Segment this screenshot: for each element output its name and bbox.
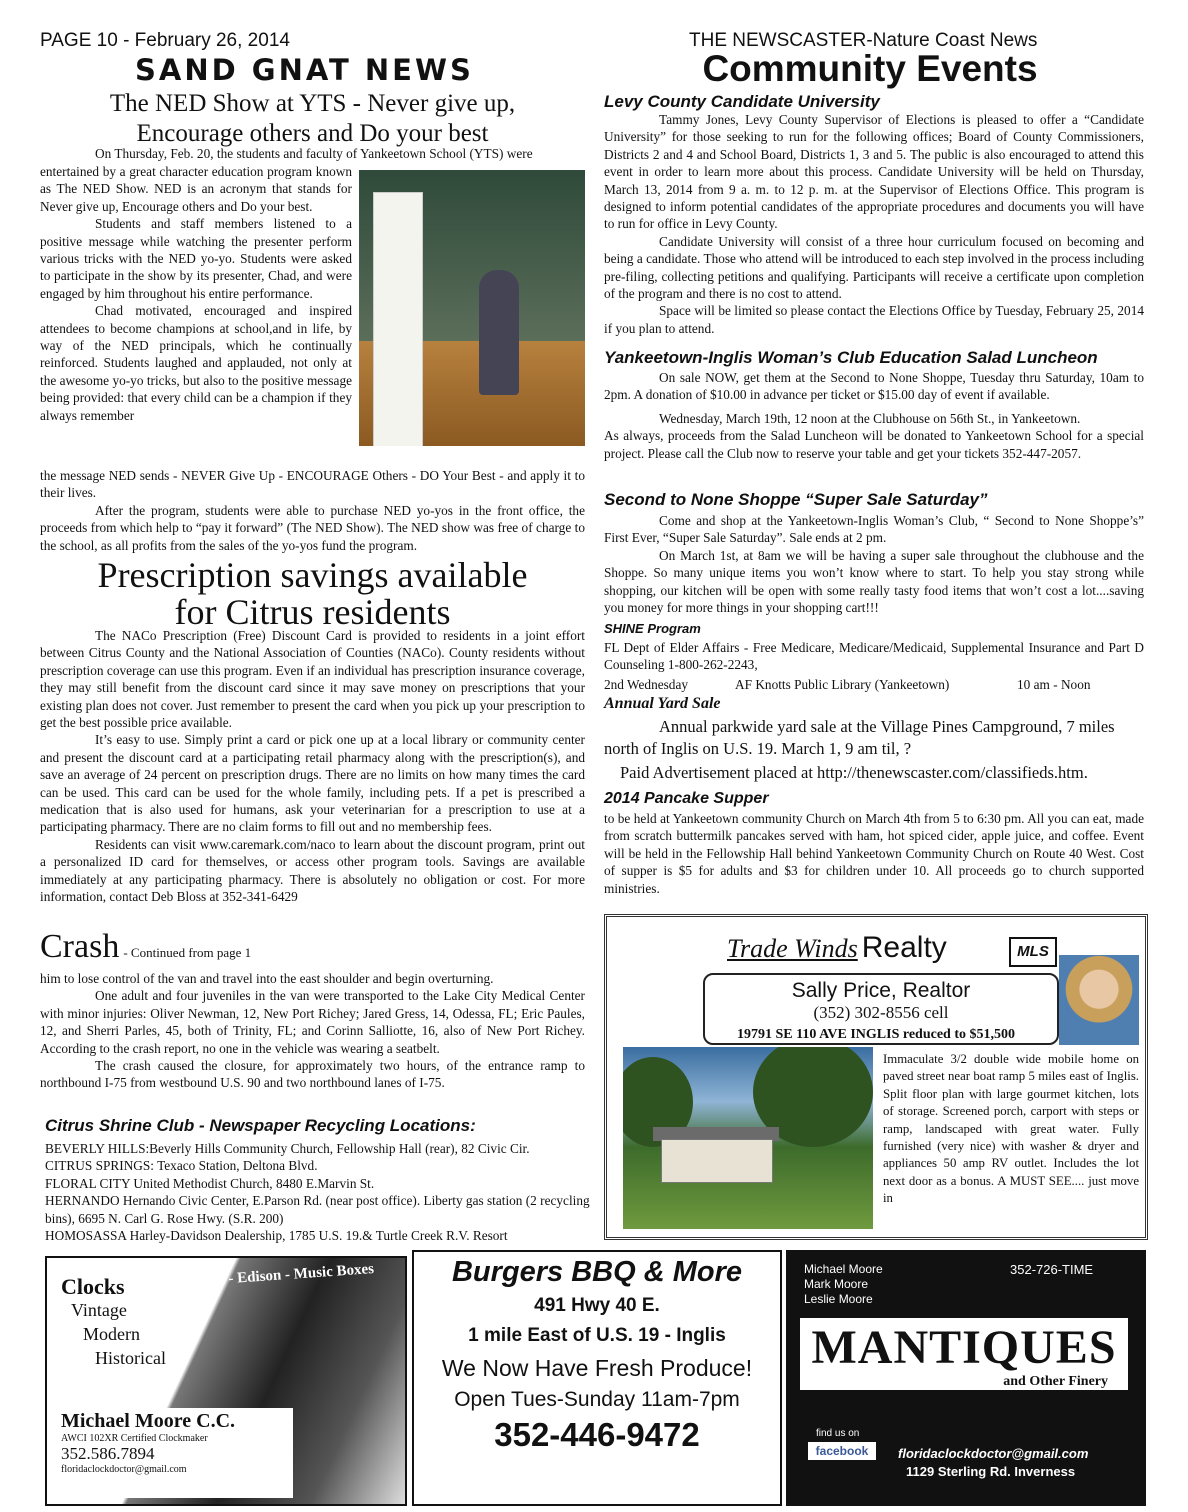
shrine-title: Citrus Shrine Club - Newspaper Recycling Locations: xyxy=(45,1116,476,1135)
yardsale-title: Annual Yard Sale xyxy=(604,695,721,712)
listing-desc-box xyxy=(883,1051,1139,1208)
bbq-line-2: 1 mile East of U.S. 19 - Inglis xyxy=(468,1325,726,1346)
crash-para-1: him to lose control of the van and travel into the east shoulder and begin overturning. xyxy=(40,971,494,986)
owner-2: Mark Moore xyxy=(804,1277,869,1291)
ned-para-1-top: On Thursday, Feb. 20, the students and faculty of Yankeetown School (YTS) were xyxy=(95,146,533,161)
clocks-name: Michael Moore C.C. xyxy=(61,1410,236,1432)
ned-title-1: The NED Show at YTS - Never give up, xyxy=(109,90,516,117)
luncheon-body xyxy=(604,369,1144,462)
community-events-title: Community Events xyxy=(702,48,1038,89)
rx-title-1: Prescription savings available xyxy=(97,555,528,595)
realty-word: Realty xyxy=(861,931,947,964)
crash-para-2: One adult and four juveniles in the van were transported to the Lake City Medical Center with minor injuries: Oliver Newman, 12, New Port Richey; Jared Gress, 14, Odessa, FL; Eric Paules, 12, and Sherri Parles, 45, both of Trinity, FL; and Corinn Salliotte, 16, also of New Port Richey. According to the crash report, no one in the vehicle was wearing a seatbelt. xyxy=(40,988,585,1056)
crash-body xyxy=(40,970,585,1092)
bbq-title: Burgers BBQ & More xyxy=(451,1256,743,1288)
antiques-brand: MANTIQUES xyxy=(811,1321,1117,1374)
owner-1: Michael Moore xyxy=(804,1262,883,1276)
crash-heading xyxy=(40,928,251,966)
ned-para-2: Students and staff members listened to a positive message while watching the presenter perform various tricks with the NED yo-yo. Students were asked to participate in the show by its presenter, Chad, and were engaged by him throughout his entire performance. xyxy=(40,216,352,301)
supersale-body xyxy=(604,512,1144,616)
antiques-email: floridaclockdoctor@gmail.com xyxy=(898,1446,1089,1461)
yardsale-para-1: Annual parkwide yard sale at the Village Pines Campground, 7 miles north of Inglis on U.S. 19. March 1, 9 am til, ? xyxy=(604,717,1115,758)
rx-title-2: for Citrus residents xyxy=(174,592,451,632)
levy-para-2: Candidate University will consist of a three hour curriculum focused on becoming and being a candidate. Those who attend will be introduced to each step involved in the process including pre-filing, collecting petitions and qualifying. Participants will receive a certificate upon completion of the program and there is no cost to attend. xyxy=(604,233,1144,302)
crash-para-3: The crash caused the closure, for approximately two hours, of the entrance ramp to northbound I-75 from westbound U.S. 90 and two northbound lanes of I-75. xyxy=(40,1058,585,1091)
yardsale-para-2: Paid Advertisement placed at http://thenewscaster.com/classifieds.htm. xyxy=(620,763,1088,782)
shrine-line: HOMOSASSA Harley-Davidson Dealership, 1785 U.S. 19.& Turtle Creek R.V. Resort xyxy=(45,1228,508,1244)
shine-title: SHINE Program xyxy=(604,621,701,636)
page-label: PAGE 10 - February 26, 2014 xyxy=(40,30,290,51)
levy-para-3: Space will be limited so please contact the Elections Office by Tuesday, February 25, 2014 if you plan to attend. xyxy=(604,303,1144,336)
rx-para-3: Residents can visit www.caremark.com/naco to learn about the discount program, print out a personalized ID card for themselves, or access other program tools. Savings are available immediately at any participating pharmacy. There is absolutely no obligation or cost. For more information, contact Deb Bloss at 352-341-6429 xyxy=(40,836,585,905)
supersale-title: Second to None Shoppe “Super Sale Saturday” xyxy=(604,490,988,509)
ned-para-3: Chad motivated, encouraged and inspired attendees to become champions at school,and in life, by way of the NED principals, which he continually reinforced. Students laughed and applauded, not only at the awesome yo-yo tricks, but also to the positive message being provided: that every child can be a champion if they always remember xyxy=(40,303,352,423)
shrine-line: CITRUS SPRINGS: Texaco Station, Deltona Blvd. xyxy=(45,1158,318,1174)
supersale-para-1: Come and shop at the Yankeetown-Inglis Woman’s Club, “ Second to None Shoppe’s” First Ever, “Super Sale Saturday”. Sale ends at 2 pm. xyxy=(604,513,1144,546)
shrine-line: HERNANDO Hernando Civic Center, E.Parson Rd. (near post office). Liberty gas station (2 recycling bins), 6695 N. Carl G. Rose Hwy. (S.R. 200) xyxy=(45,1193,590,1226)
supersale-para-2: On March 1st, at 8am we will be having a super sale throughout the clubhouse and the Shoppe. So many unique items you won’t know where to start. To help you stay strong while shopping, our kitchen will be open with some really tasty food items that won’t cost a lot....saving you money for more things in your shopping cart!!! xyxy=(604,547,1144,616)
rx-body xyxy=(40,627,585,906)
realty-logo xyxy=(727,931,1017,967)
bbq-phone: 352-446-9472 xyxy=(494,1416,700,1453)
ned-para-4: After the program, students were able to purchase NED yo-yos in the front office, the proceeds from which help to “pay it forward” (The NED Show). The NED show was free of charge to the school, as all profits from the sales of the yo-yos fund the program. xyxy=(40,502,585,553)
clocks-ad xyxy=(45,1256,407,1506)
shine-time: 10 am - Noon xyxy=(1017,677,1091,692)
levy-para-1: Tammy Jones, Levy County Supervisor of Elections is pleased to offer a “Candidate University” for those seeking to run for the following offices; Board of County Commissioners, Districts 2 and 4 and School Board, Districts 1, 3 and 5. The public is also encouraged to attend this event in order to learn more about this process. Candidate University will be held on Thursday, March 13, 2014 from 9 a. m. to 12 p. m. at the Supervisor of Elections Office. This program is designed to inform potential candidates of the appropriate procedures and documents you will have to run for office in Levy County. xyxy=(604,112,1144,232)
rx-para-1: The NACo Prescription (Free) Discount Card is provided to residents in a joint effort between Citrus County and the National Association of Counties (NACo). County residents without prescription coverage can use this program. Even if an individual has prescription insurance coverage, they may still benefit from the discount card since it may save money on prescriptions that your existing plan does not cover. Just remember to present the card when you pick up your prescription to get the best possible price available. xyxy=(40,628,585,731)
bbq-ad xyxy=(412,1250,782,1506)
clocks-banner: Victrola - Edison - Music Boxes xyxy=(172,1261,375,1292)
shine-day: 2nd Wednesday xyxy=(604,677,688,692)
agent-phone: (352) 302-8556 cell xyxy=(813,1003,949,1022)
house-photo xyxy=(623,1047,873,1229)
mls-badge: MLS xyxy=(1009,937,1057,967)
ned-para-3-cont: the message NED sends - NEVER Give Up - ENCOURAGE Others - DO Your Best - and apply it to their lives. xyxy=(40,468,585,501)
luncheon-title: Yankeetown-Inglis Woman’s Club Education Salad Luncheon xyxy=(604,348,1098,367)
rx-para-2: It’s easy to use. Simply print a card or pick one up at a local library or community center and present the discount card at a participating retail pharmacy along with the prescription(s), and save an average of 24 percent on prescription drugs. There are no limits on how many times the card can be used. This card can be used for the whole family, including pets. If a pet is prescribed a medication that is also used for humans, ask your veterinarian for a prescription to use at a participating pharmacy. There are no claim forms to fill out and no membership fees. xyxy=(40,732,585,835)
clocks-line-4: Historical xyxy=(95,1348,166,1368)
ned-show-photo xyxy=(359,170,585,446)
luncheon-para-1: On sale NOW, get them at the Second to None Shoppe, Tuesday thru Saturday, 10am to 2pm. A donation of $10.00 in advance per ticket or $15.00 day of event if available. xyxy=(604,370,1144,403)
luncheon-para-2: Wednesday, March 19th, 12 noon at the Clubhouse on 56th St., in Yankeetown. xyxy=(659,410,1081,426)
shrine-line: BEVERLY HILLS:Beverly Hills Community Church, Fellowship Hall (rear), 82 Civic Cir. xyxy=(45,1141,530,1156)
levy-title: Levy County Candidate University xyxy=(604,92,880,111)
pancake-para-1: to be held at Yankeetown community Church on March 4th from 5 to 6:30 pm. All you can eat, made from scratch buttermilk pancakes served with ham, hot spiced cider, apple juice, and coffee. Event will be held in the Fellowship Hall behind Yankeetown Community Church on Route 40 West. Cost of supper is $5 for adults and $3 for children under 10. All proceeds go to church supported ministries. xyxy=(604,811,1144,896)
levy-body xyxy=(604,111,1144,337)
owner-3: Leslie Moore xyxy=(804,1292,873,1306)
shine-body xyxy=(604,639,1144,674)
shine-para-1: FL Dept of Elder Affairs - Free Medicare, Medicare/Medicaid, Supplemental Insurance and Part D Counseling 1-800-262-2243, xyxy=(604,640,1144,673)
antiques-sub: and Other Finery xyxy=(1003,1374,1108,1389)
ned-title-2: Encourage others and Do your best xyxy=(136,120,489,147)
paper-label: THE NEWSCASTER-Nature Coast News xyxy=(689,30,1038,51)
listing-headline: 19791 SE 110 AVE INGLIS reduced to $51,500 xyxy=(737,1027,1015,1042)
clocks-contact-box xyxy=(53,1408,293,1498)
clocks-email: floridaclockdoctor@gmail.com xyxy=(61,1464,187,1475)
bbq-line-4: Open Tues-Sunday 11am-7pm xyxy=(454,1388,740,1411)
shrine-line: FLORAL CITY United Methodist Church, 8480 E.Marvin St. xyxy=(45,1175,375,1191)
find-us-on: find us on xyxy=(816,1428,860,1439)
clocks-line-3: Modern xyxy=(83,1324,140,1344)
antiques-owners xyxy=(804,1262,883,1307)
listing-desc: Immaculate 3/2 double wide mobile home on paved street near boat ramp 5 miles east of Inglis. Split floor plan with large gourmet kitchen, lots of storage. Screened porch, carport with steps or ramp, landscaped with great water. Fully furnished (very nice) with washer & dryer and appliances 50 amp RV outlet. Includes the lot next door as a bonus. A MUST SEE.... just move in xyxy=(883,1052,1139,1206)
antiques-logo xyxy=(800,1318,1128,1390)
yardsale-body xyxy=(604,716,1144,784)
agent-name: Sally Price, Realtor xyxy=(791,979,971,1002)
ned-column-wide xyxy=(40,467,585,554)
ned-column-narrow xyxy=(40,163,352,424)
crash-continued: - Continued from page 1 xyxy=(123,945,252,960)
realty-ad xyxy=(604,914,1148,1240)
pancake-body xyxy=(604,810,1144,897)
bbq-line-1: 491 Hwy 40 E. xyxy=(534,1295,660,1316)
luncheon-para-3: As always, proceeds from the Salad Luncheon will be donated to Yankeetown School for a special project. Please call the Club now to reserve your table and get your tickets 352-447-2057. xyxy=(604,428,1144,461)
antiques-address: 1129 Sterling Rd. Inverness xyxy=(906,1464,1076,1479)
shine-place: AF Knotts Public Library (Yankeetown) xyxy=(735,677,950,692)
clocks-line-1: Clocks xyxy=(61,1274,125,1299)
shrine-list xyxy=(45,1140,590,1244)
pancake-title: 2014 Pancake Supper xyxy=(604,790,769,807)
realty-brand: Trade Winds xyxy=(727,934,858,963)
sand-gnat-banner: SAND GNAT NEWS xyxy=(135,53,474,87)
clocks-cert: AWCI 102XR Certified Clockmaker xyxy=(61,1433,208,1444)
bbq-line-3: We Now Have Fresh Produce! xyxy=(441,1355,753,1381)
facebook-logo[interactable]: facebook xyxy=(808,1442,876,1460)
ned-para-1: entertained by a great character education program known as The NED Show. NED is an acronym that stands for Never give up, Encourage others and Do your best. xyxy=(40,164,352,214)
clocks-line-2: Vintage xyxy=(71,1300,127,1320)
crash-title: Crash xyxy=(40,928,120,965)
clocks-phone: 352.586.7894 xyxy=(61,1444,155,1463)
antiques-ad xyxy=(786,1250,1146,1506)
antiques-phone: 352-726-TIME xyxy=(1010,1262,1094,1277)
